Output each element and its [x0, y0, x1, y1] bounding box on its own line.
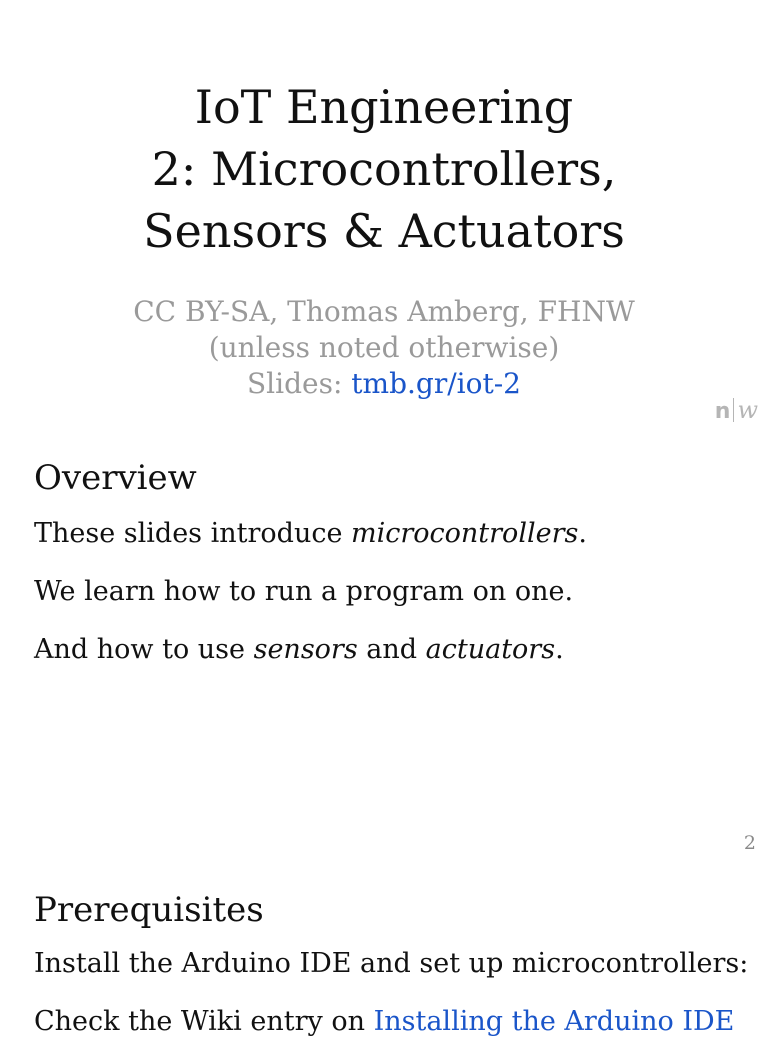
overview-paragraph-3: [34, 632, 734, 668]
slide-title: [0, 76, 768, 262]
slides-line: [0, 366, 768, 402]
page-number: 2: [743, 832, 756, 854]
overview-paragraph-1: [34, 516, 734, 552]
p2-text: Check the Wiki entry on: [34, 1006, 374, 1037]
slides-label: Slides:: [246, 367, 352, 400]
fhnw-logo-icon: [715, 396, 758, 424]
overview-heading: Overview: [34, 458, 197, 498]
prerequisites-paragraph-1: Install the Arduino IDE and set up microcontrollers:: [34, 948, 749, 979]
credits: [0, 294, 768, 402]
slides-link[interactable]: tmb.gr/iot-2: [351, 367, 521, 400]
title-line-1: IoT Engineering: [194, 80, 574, 134]
title-line-3: Sensors & Actuators: [143, 204, 625, 258]
logo-w: w: [737, 396, 758, 424]
p3-c: .: [555, 634, 564, 665]
title-line-2: 2: Microcontrollers,: [151, 142, 617, 196]
p3-a: And how to use: [34, 634, 254, 665]
prerequisites-slide: [34, 886, 768, 1040]
note-line: (unless noted otherwise): [208, 331, 560, 364]
p1-before: These slides introduce: [34, 518, 352, 549]
p3-em1: sensors: [253, 634, 358, 665]
p1-em: microcontrollers: [351, 518, 579, 549]
overview-paragraph-2: We learn how to run a program on one.: [34, 576, 574, 607]
p3-b: and: [357, 634, 426, 665]
wiki-link[interactable]: Installing the Arduino IDE: [373, 1006, 735, 1037]
prerequisites-paragraph-2: [34, 1004, 768, 1040]
overview-slide: [34, 454, 734, 690]
logo-divider: [733, 398, 734, 422]
p1-after: .: [578, 518, 587, 549]
credit-line: CC BY-SA, Thomas Amberg, FHNW: [133, 295, 635, 328]
p3-em2: actuators: [425, 634, 556, 665]
logo-n: n: [714, 399, 731, 424]
prerequisites-heading: Prerequisites: [34, 890, 264, 930]
